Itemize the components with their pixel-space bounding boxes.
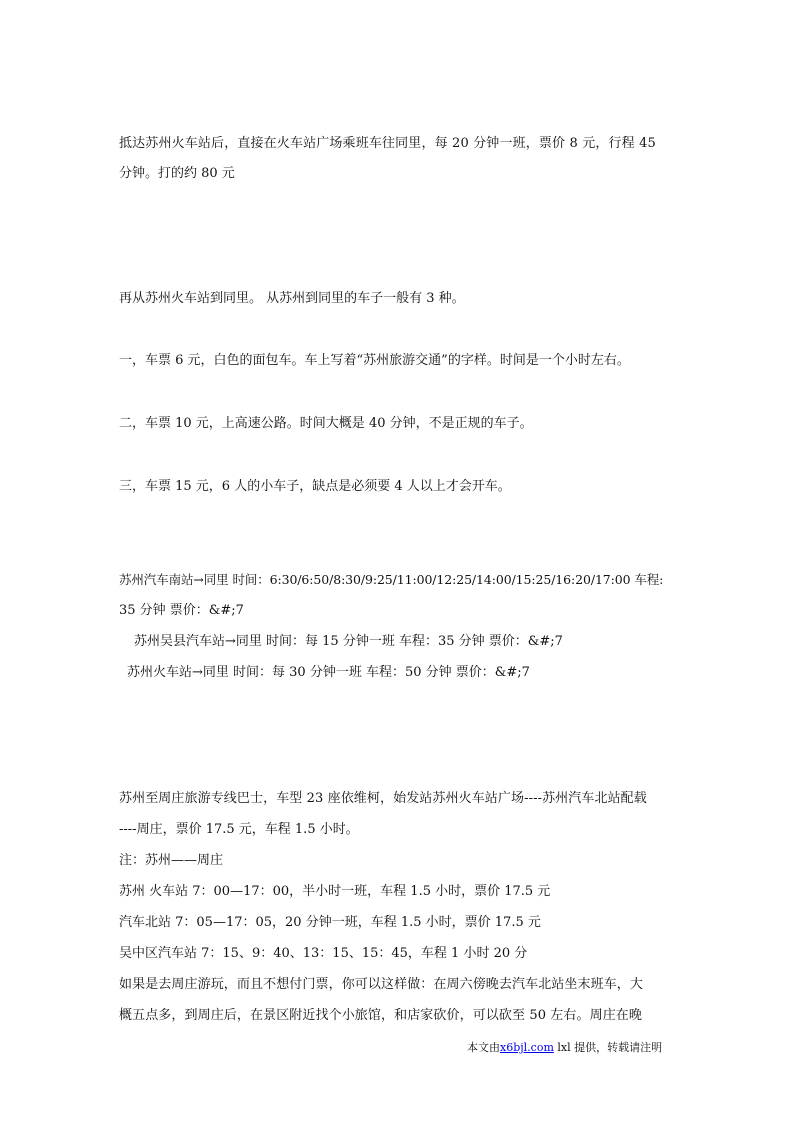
schedule-line: 35 分钟 票价：&#;7 [119, 603, 244, 618]
paragraph-line: 三，车票 15 元，6 人的小车子，缺点是必须要 4 人以上才会开车。 [119, 479, 511, 494]
schedule-line: 苏州吴县汽车站→同里 时间：每 15 分钟一班 车程：35 分钟 票价：&#;7 [134, 634, 563, 649]
paragraph-line: 概五点多，到周庄后，在景区附近找个小旅馆，和店家砍价，可以砍至 50 左右。周庄在晚 [119, 1008, 643, 1023]
paragraph-line: 苏州至周庄旅游专线巴士，车型 23 座依维柯，始发站苏州火车站广场----苏州汽车北站配载 [119, 791, 647, 806]
paragraph-line: 二，车票 10 元，上高速公路。时间大概是 40 分钟，不是正规的车子。 [119, 416, 533, 431]
schedule-line: 苏州汽车南站→同里 时间：6:30/6:50/8:30/9:25/11:00/12:25/14:00/15:25/16:20/17:00 车程: [119, 572, 664, 587]
paragraph-line: 分钟。打的约 80 元 [119, 166, 235, 181]
paragraph-line: 吴中区汽车站 7：15、9：40、13：15、15：45，车程 1 小时 20 分 [119, 946, 528, 961]
footer-prefix: 本文由 [467, 1041, 500, 1054]
paragraph-line: 一，车票 6 元，白色的面包车。车上写着“苏州旅游交通”的字样。时间是一个小时左右。 [119, 353, 630, 368]
paragraph-line: 注：苏州——周庄 [119, 853, 224, 868]
schedule-line: 苏州火车站→同里 时间：每 30 分钟一班 车程：50 分钟 票价：&#;7 [127, 665, 530, 680]
footer-link[interactable]: x6bjl.com [500, 1041, 554, 1054]
paragraph-line: 如果是去周庄游玩，而且不想付门票，你可以这样做：在周六傍晚去汽车北站坐末班车，大 [119, 977, 644, 992]
paragraph-line: 再从苏州火车站到同里。 从苏州到同里的车子一般有 3 种。 [119, 291, 465, 306]
paragraph-line: 汽车北站 7：05—17：05，20 分钟一班，车程 1.5 小时，票价 17.5 元 [119, 915, 541, 930]
page-footer [467, 1041, 662, 1055]
paragraph-line: 苏州 火车站 7：00—17：00，半小时一班，车程 1.5 小时，票价 17.5 元 [119, 884, 551, 899]
footer-suffix: lxl 提供，转载请注明 [553, 1041, 663, 1054]
paragraph-line: ----周庄，票价 17.5 元，车程 1.5 小时。 [119, 822, 359, 837]
paragraph-line: 抵达苏州火车站后，直接在火车站广场乘班车往同里，每 20 分钟一班，票价 8 元，行程 45 [119, 136, 656, 151]
